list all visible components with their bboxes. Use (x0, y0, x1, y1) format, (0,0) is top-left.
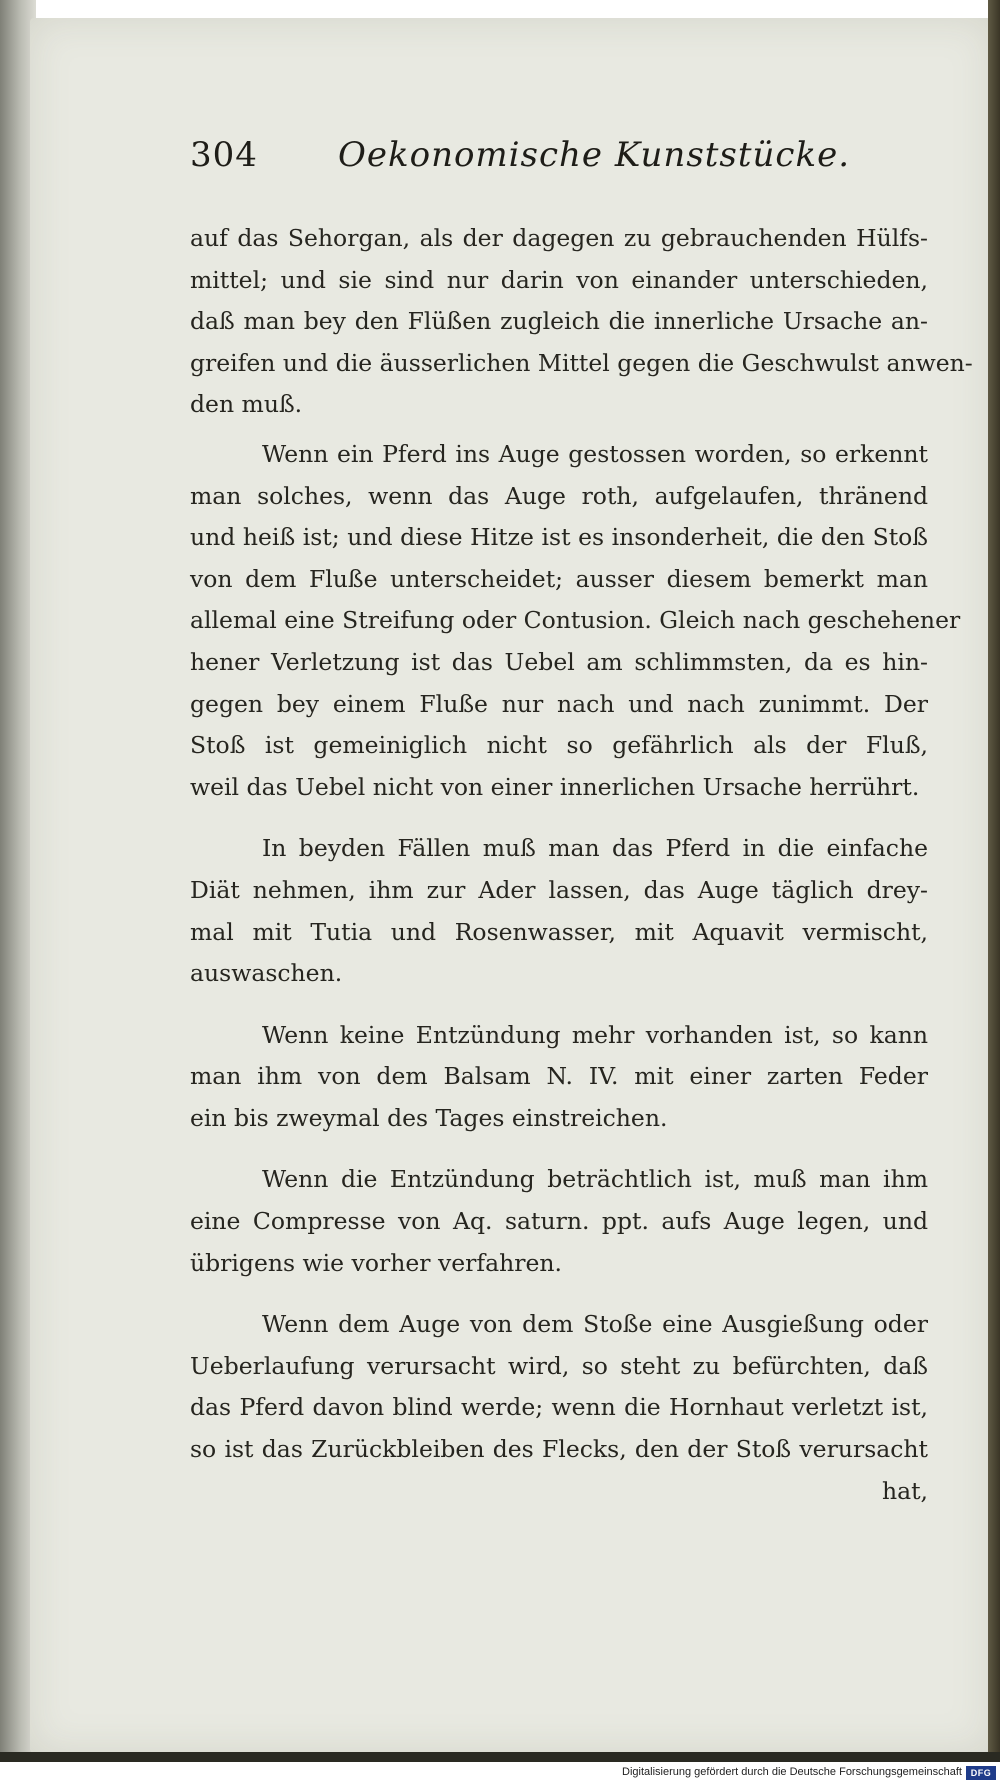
text-line: gegen bey einem Fluße nur nach und nach zunimmt. Der (190, 689, 928, 718)
text-line: den muß. (190, 390, 303, 419)
paragraph (190, 1015, 928, 1140)
book-edge (988, 0, 1000, 1760)
text-line: man solches, wenn das Auge roth, aufgelaufen, thränend (190, 481, 928, 510)
text-line: daß man bey den Flüßen zugleich die innerliche Ursache an- (190, 307, 928, 336)
text-line: allemal eine Streifung oder Contusion. Gleich nach geschehener (190, 606, 961, 635)
page-header (190, 135, 851, 195)
paragraph (190, 1159, 928, 1284)
running-title: Oekonomische Kunststücke. (338, 135, 851, 175)
paragraph (190, 218, 973, 426)
text-line: In beyden Fällen muß man das Pferd in die einfache (262, 834, 928, 863)
text-line: und heiß ist; und diese Hitze ist es insonderheit, die den Stoß (190, 523, 928, 552)
text-line: Wenn die Entzündung beträchtlich ist, muß man ihm (262, 1165, 928, 1194)
text-line: Stoß ist gemeiniglich nicht so gefährlich als der Fluß, (190, 731, 928, 760)
text-line: das Pferd davon blind werde; wenn die Hornhaut verletzt ist, (190, 1393, 928, 1422)
body-text (190, 218, 973, 1512)
text-line: man ihm von dem Balsam N. IV. mit einer zarten Feder (190, 1062, 928, 1091)
paragraph (190, 434, 961, 808)
text-line: auswaschen. (190, 959, 343, 988)
text-line: Wenn dem Auge von dem Stoße eine Ausgießung oder (262, 1310, 928, 1339)
text-line: mittel; und sie sind nur darin von einander unterschieden, (190, 265, 928, 294)
digitization-footer (0, 1764, 1000, 1783)
text-line: ein bis zweymal des Tages einstreichen. (190, 1103, 668, 1132)
text-line: übrigens wie vorher verfahren. (190, 1248, 562, 1277)
catchword: hat, (881, 1476, 928, 1505)
text-line: von dem Fluße unterscheidet; ausser diesem bemerkt man (190, 564, 928, 593)
page-number: 304 (190, 135, 258, 175)
text-line: Diät nehmen, ihm zur Ader lassen, das Auge täglich drey- (190, 875, 928, 904)
text-line: Ueberlaufung verursacht wird, so steht zu befürchten, daß (190, 1351, 928, 1380)
paragraph (190, 1304, 928, 1512)
dfg-logo: DFG (966, 1766, 996, 1780)
text-line: weil das Uebel nicht von einer innerlichen Ursache herrührt. (190, 772, 920, 801)
text-line: so ist das Zurückbleiben des Flecks, den der Stoß verursacht (190, 1435, 928, 1464)
text-line: greifen und die äusserlichen Mittel gegen die Geschwulst anwen- (190, 348, 973, 377)
text-line: eine Compresse von Aq. saturn. ppt. aufs Auge legen, und (190, 1207, 928, 1236)
text-line: auf das Sehorgan, als der dagegen zu gebrauchenden Hülfs- (190, 224, 928, 252)
text-line: hener Verletzung ist das Uebel am schlimmsten, da es hin- (190, 647, 928, 676)
text-line: Wenn ein Pferd ins Auge gestossen worden, so erkennt (262, 439, 928, 468)
text-line: mal mit Tutia und Rosenwasser, mit Aquavit vermischt, (190, 917, 928, 946)
text-line: Wenn keine Entzündung mehr vorhanden ist, so kann (262, 1020, 928, 1049)
scan-border (0, 1752, 1000, 1762)
funding-credit: Digitalisierung gefördert durch die Deutsche Forschungsgemeinschaft (622, 1766, 962, 1778)
paragraph (190, 828, 928, 994)
